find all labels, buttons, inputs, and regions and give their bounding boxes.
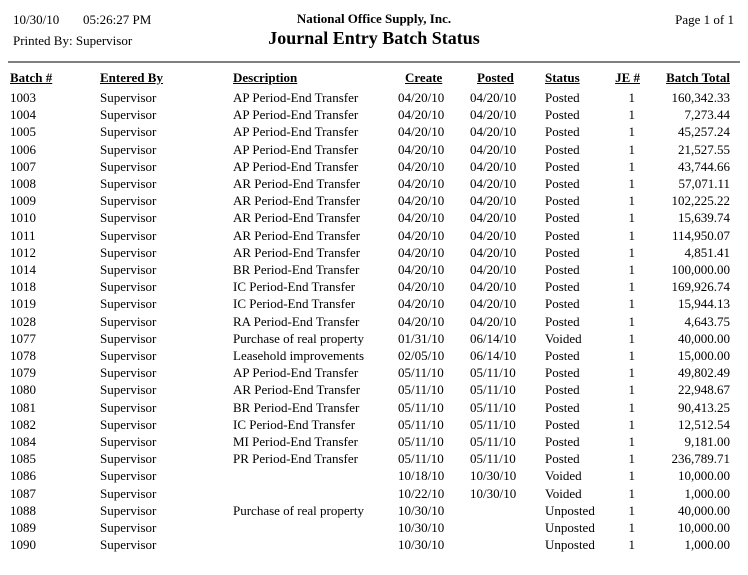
cell-description [233,536,398,553]
cell-batch: 1003 [10,90,36,105]
cell-je: 1 [628,451,635,467]
cell-entered-by: Supervisor [100,227,157,243]
cell-posted: 04/20/10 [470,313,517,329]
table-row [10,416,737,433]
cell-create: 05/11/10 [398,382,444,398]
column-header-entered-by: Entered By [100,70,163,85]
cell-entered-by: Supervisor [100,210,157,226]
cell-entered-by: Supervisor [100,399,157,415]
cell-posted: 04/20/10 [470,158,517,174]
cell-description: Purchase of real property [233,502,365,518]
cell-create: 04/20/10 [398,262,445,278]
table-row [10,244,737,261]
cell-batch: 1081 [10,399,36,415]
cell-description: AR Period-End Transfer [233,176,361,192]
cell-entered-by: Supervisor [100,382,157,398]
table-row [10,313,737,330]
cell-entered-by: Supervisor [100,365,157,381]
cell-create: 04/20/10 [398,176,445,192]
cell-batch-total: 7,273.44 [684,107,730,123]
table-header-row [10,70,737,89]
cell-create: 10/22/10 [398,485,445,501]
cell-description: AR Period-End Transfer [233,244,361,260]
cell-batch: 1088 [10,502,36,518]
cell-entered-by: Supervisor [100,296,157,312]
cell-posted: 06/14/10 [470,348,517,364]
cell-je: 1 [628,279,635,295]
cell-entered-by: Supervisor [100,485,157,501]
cell-batch: 1011 [10,227,36,243]
column-header-batch: Batch # [10,70,53,85]
cell-description: Leasehold improvements [233,348,365,364]
cell-batch: 1077 [10,330,36,346]
cell-description: RA Period-End Transfer [233,313,360,329]
cell-create: 05/11/10 [398,434,444,450]
cell-batch: 1004 [10,107,36,123]
cell-je: 1 [628,141,635,157]
cell-status: Posted [545,158,580,174]
table-row [10,141,737,158]
cell-batch: 1005 [10,124,36,140]
cell-create: 04/20/10 [398,313,445,329]
cell-description: PR Period-End Transfer [233,451,358,467]
cell-posted: 05/11/10 [470,382,516,398]
cell-posted: 04/20/10 [470,262,517,278]
cell-entered-by: Supervisor [100,502,157,518]
cell-batch-total: 90,413.25 [678,399,730,415]
cell-posted: 04/20/10 [470,227,517,243]
cell-batch: 1079 [10,365,36,381]
cell-je: 1 [628,227,635,243]
column-header-batch-total: Batch Total [666,70,730,85]
table-row [10,261,737,278]
table-row [10,519,737,536]
print-date: 10/30/10 [13,12,60,27]
cell-entered-by: Supervisor [100,451,157,467]
cell-create: 10/30/10 [398,537,445,553]
cell-batch-total: 1,000.00 [684,485,730,501]
cell-create: 04/20/10 [398,107,445,123]
cell-je: 1 [628,158,635,174]
cell-status: Posted [545,348,580,364]
cell-entered-by: Supervisor [100,537,157,553]
cell-posted: 06/14/10 [470,330,517,346]
table-row [10,89,737,106]
cell-batch-total: 43,744.66 [678,158,730,174]
cell-status: Posted [545,416,580,432]
cell-batch-total: 10,000.00 [678,520,730,536]
cell-batch-total: 12,512.54 [678,416,730,432]
cell-status: Unposted [545,502,595,518]
table-row [10,485,737,502]
cell-batch-total: 57,071.11 [678,176,730,192]
cell-batch-total: 160,342.33 [671,90,730,105]
cell-posted: 05/11/10 [470,365,516,381]
cell-entered-by: Supervisor [100,313,157,329]
cell-entered-by: Supervisor [100,90,157,105]
cell-description: Purchase of real property [233,330,365,346]
cell-entered-by: Supervisor [100,262,157,278]
cell-entered-by: Supervisor [100,158,157,174]
cell-batch: 1080 [10,382,36,398]
cell-batch-total: 40,000.00 [678,502,730,518]
column-header-je: JE # [615,70,640,85]
cell-je: 1 [628,262,635,278]
page-number: Page 1 of 1 [675,12,734,27]
cell-je: 1 [628,348,635,364]
cell-entered-by: Supervisor [100,279,157,295]
cell-posted [470,519,545,536]
cell-description: AP Period-End Transfer [233,90,359,105]
company-name: National Office Supply, Inc. [296,11,452,26]
cell-description: IC Period-End Transfer [233,279,356,295]
report-title: Journal Entry Batch Status [268,28,480,48]
cell-create: 05/11/10 [398,451,444,467]
cell-batch: 1082 [10,416,36,432]
cell-description: BR Period-End Transfer [233,399,360,415]
cell-posted: 05/11/10 [470,451,516,467]
cell-batch: 1086 [10,468,36,484]
cell-status: Posted [545,365,580,381]
cell-create: 04/20/10 [398,227,445,243]
cell-description: AP Period-End Transfer [233,365,359,381]
cell-description: AR Period-End Transfer [233,193,361,209]
cell-batch-total: 15,944.13 [678,296,730,312]
cell-je: 1 [628,313,635,329]
cell-batch-total: 49,802.49 [678,365,730,381]
table-row [10,347,737,364]
column-header-create: Create [405,70,443,85]
cell-je: 1 [628,296,635,312]
cell-status: Posted [545,124,580,140]
cell-je: 1 [628,520,635,536]
cell-create: 04/20/10 [398,90,445,105]
cell-posted [470,502,545,519]
cell-status: Posted [545,434,580,450]
cell-status: Posted [545,399,580,415]
cell-batch-total: 40,000.00 [678,330,730,346]
cell-status: Voided [545,485,582,501]
cell-entered-by: Supervisor [100,107,157,123]
cell-posted: 04/20/10 [470,90,517,105]
table-row [10,536,737,553]
cell-batch: 1014 [10,262,36,278]
table-row [10,192,737,209]
cell-entered-by: Supervisor [100,416,157,432]
table-body [10,89,737,553]
cell-create: 10/30/10 [398,502,445,518]
cell-je: 1 [628,537,635,553]
cell-batch: 1012 [10,244,36,260]
cell-description [233,485,398,502]
print-time: 05:26:27 PM [83,12,152,27]
cell-create: 04/20/10 [398,124,445,140]
cell-je: 1 [628,330,635,346]
cell-description: BR Period-End Transfer [233,262,360,278]
cell-entered-by: Supervisor [100,434,157,450]
cell-description: AR Period-End Transfer [233,210,361,226]
cell-description: AR Period-End Transfer [233,227,361,243]
table-row [10,175,737,192]
cell-batch-total: 169,926.74 [671,279,730,295]
cell-batch-total: 236,789.71 [671,451,730,467]
table-row [10,227,737,244]
cell-posted: 04/20/10 [470,193,517,209]
cell-je: 1 [628,90,635,105]
cell-batch: 1008 [10,176,36,192]
cell-status: Posted [545,451,580,467]
table-row [10,209,737,226]
cell-description [233,467,398,484]
table-row [10,123,737,140]
cell-je: 1 [628,468,635,484]
cell-create: 10/18/10 [398,468,445,484]
cell-status: Unposted [545,520,595,536]
column-header-posted: Posted [477,70,514,85]
column-header-description: Description [233,70,298,85]
cell-status: Posted [545,244,580,260]
header-divider [8,61,740,63]
cell-status: Posted [545,262,580,278]
cell-je: 1 [628,176,635,192]
cell-batch: 1028 [10,313,36,329]
cell-description [233,519,398,536]
cell-entered-by: Supervisor [100,244,157,260]
cell-create: 04/20/10 [398,141,445,157]
cell-create: 05/11/10 [398,416,444,432]
cell-batch-total: 4,851.41 [684,244,730,260]
cell-status: Posted [545,90,580,105]
table-row [10,330,737,347]
cell-batch: 1006 [10,141,36,157]
cell-create: 04/20/10 [398,279,445,295]
cell-description: AP Period-End Transfer [233,141,359,157]
cell-je: 1 [628,416,635,432]
cell-status: Posted [545,279,580,295]
cell-je: 1 [628,365,635,381]
cell-description: AP Period-End Transfer [233,124,359,140]
cell-posted: 05/11/10 [470,399,516,415]
cell-batch: 1010 [10,210,36,226]
cell-create: 04/20/10 [398,210,445,226]
column-header-status: Status [545,70,580,85]
cell-status: Posted [545,193,580,209]
cell-description: AR Period-End Transfer [233,382,361,398]
cell-status: Posted [545,296,580,312]
cell-create: 04/20/10 [398,296,445,312]
cell-status: Posted [545,227,580,243]
cell-batch-total: 45,257.24 [678,124,730,140]
cell-entered-by: Supervisor [100,141,157,157]
cell-je: 1 [628,210,635,226]
cell-entered-by: Supervisor [100,348,157,364]
cell-status: Posted [545,141,580,157]
cell-batch: 1085 [10,451,36,467]
table-row [10,295,737,312]
cell-description: IC Period-End Transfer [233,296,356,312]
cell-batch: 1078 [10,348,36,364]
cell-je: 1 [628,485,635,501]
cell-status: Posted [545,176,580,192]
cell-description: IC Period-End Transfer [233,416,356,432]
cell-create: 04/20/10 [398,193,445,209]
cell-entered-by: Supervisor [100,124,157,140]
cell-batch-total: 102,225.22 [671,193,730,209]
cell-batch: 1090 [10,537,36,553]
cell-posted: 04/20/10 [470,244,517,260]
cell-entered-by: Supervisor [100,520,157,536]
cell-status: Posted [545,107,580,123]
cell-je: 1 [628,124,635,140]
cell-description: MI Period-End Transfer [233,434,358,450]
cell-batch: 1018 [10,279,36,295]
cell-status: Posted [545,210,580,226]
cell-batch: 1087 [10,485,36,501]
cell-batch-total: 15,000.00 [678,348,730,364]
cell-batch-total: 100,000.00 [671,262,730,278]
cell-je: 1 [628,434,635,450]
cell-posted: 04/20/10 [470,279,517,295]
cell-batch-total: 114,950.07 [671,227,730,243]
cell-status: Posted [545,313,580,329]
cell-status: Posted [545,382,580,398]
cell-create: 05/11/10 [398,399,444,415]
table-row [10,399,737,416]
cell-je: 1 [628,502,635,518]
table-row [10,502,737,519]
cell-batch-total: 9,181.00 [684,434,730,450]
cell-batch-total: 15,639.74 [678,210,730,226]
cell-je: 1 [628,244,635,260]
cell-entered-by: Supervisor [100,176,157,192]
cell-je: 1 [628,399,635,415]
cell-entered-by: Supervisor [100,193,157,209]
cell-create: 04/20/10 [398,244,445,260]
cell-entered-by: Supervisor [100,330,157,346]
cell-posted: 10/30/10 [470,485,517,501]
table-row [10,450,737,467]
table-row [10,433,737,450]
cell-posted [470,536,545,553]
cell-posted: 05/11/10 [470,434,516,450]
cell-batch-total: 22,948.67 [678,382,730,398]
cell-create: 04/20/10 [398,158,445,174]
cell-description: AP Period-End Transfer [233,107,359,123]
cell-posted: 04/20/10 [470,176,517,192]
cell-batch: 1019 [10,296,36,312]
cell-batch-total: 4,643.75 [684,313,730,329]
report-table [10,70,737,553]
table-row [10,106,737,123]
cell-batch: 1009 [10,193,36,209]
cell-status: Unposted [545,537,595,553]
table-row [10,364,737,381]
cell-status: Voided [545,330,582,346]
cell-je: 1 [628,193,635,209]
cell-batch-total: 21,527.55 [678,141,730,157]
cell-batch-total: 10,000.00 [678,468,730,484]
cell-batch: 1084 [10,434,36,450]
table-row [10,381,737,398]
cell-create: 10/30/10 [398,520,445,536]
printed-by: Printed By: Supervisor [13,33,133,48]
cell-create: 01/31/10 [398,330,445,346]
cell-batch: 1089 [10,520,36,536]
cell-posted: 04/20/10 [470,210,517,226]
cell-create: 02/05/10 [398,348,445,364]
cell-status: Voided [545,468,582,484]
cell-posted: 10/30/10 [470,468,517,484]
cell-posted: 05/11/10 [470,416,516,432]
table-row [10,158,737,175]
cell-batch: 1007 [10,158,36,174]
table-row [10,278,737,295]
cell-create: 05/11/10 [398,365,444,381]
cell-entered-by: Supervisor [100,468,157,484]
cell-posted: 04/20/10 [470,296,517,312]
cell-posted: 04/20/10 [470,107,517,123]
cell-posted: 04/20/10 [470,124,517,140]
cell-description: AP Period-End Transfer [233,158,359,174]
cell-je: 1 [628,107,635,123]
cell-batch-total: 1,000.00 [684,537,730,553]
cell-je: 1 [628,382,635,398]
table-row [10,467,737,484]
cell-posted: 04/20/10 [470,141,517,157]
